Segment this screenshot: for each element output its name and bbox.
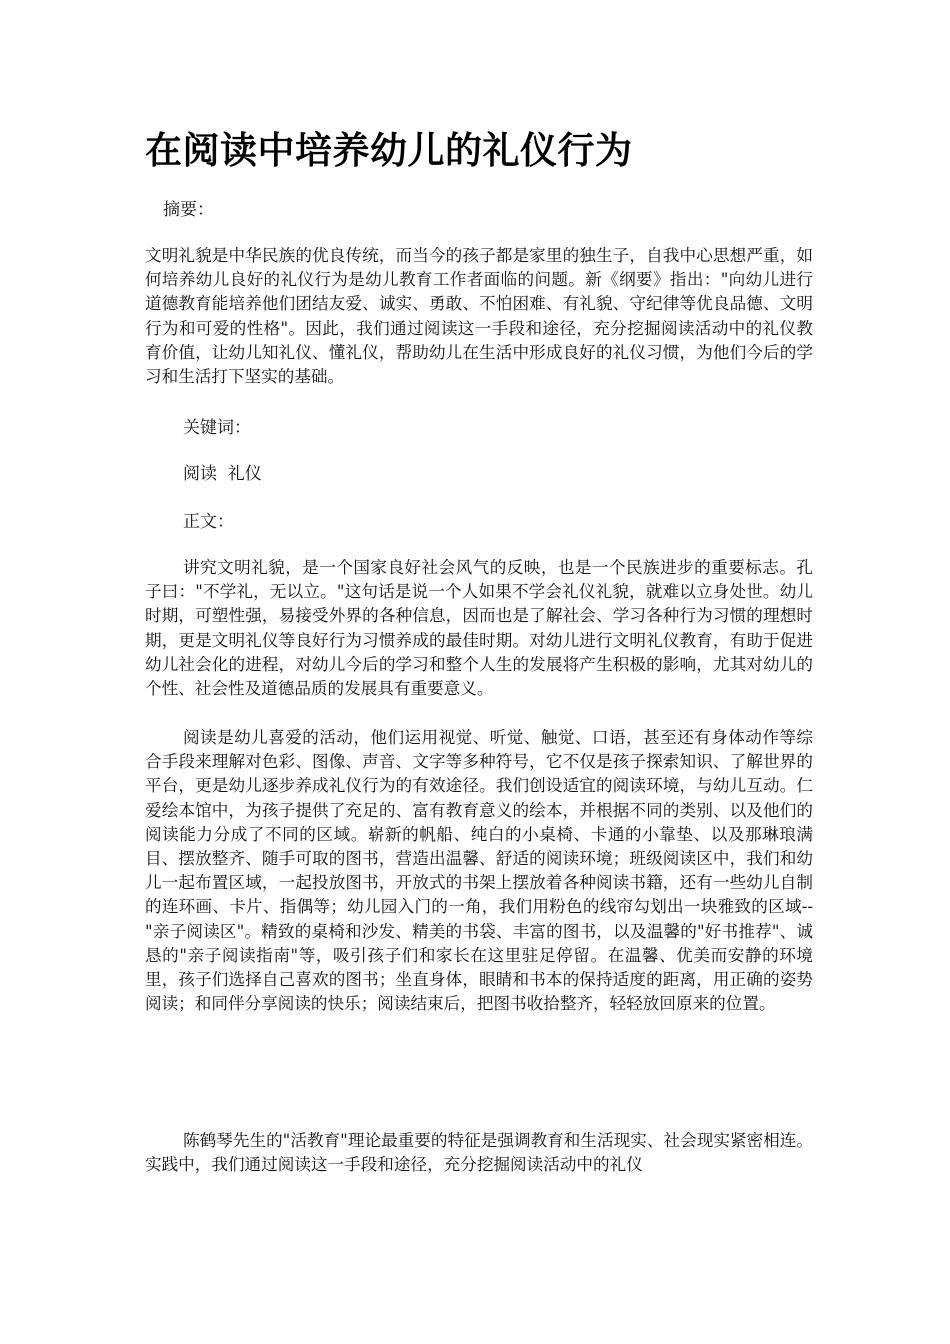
body-paragraph-1: 讲究文明礼貌，是一个国家良好社会风气的反映，也是一个民族进步的重要标志。孔子曰："不学礼，无以立。"这句话是说一个人如果不学会礼仪礼貌，就难以立身处世。幼儿时期，可塑性强，易接受外界的各种信息，因而也是了解社会、学习各种行为习惯的理想时期，更是文明礼仪等良好行为习惯养成的最佳时期。对幼儿进行文明礼仪教育，有助于促进幼儿社会化的进程，对幼儿今后的学习和整个人生的发展将产生积极的影响，尤其对幼儿的个性、社会性及道德品质的发展具有重要意义。: [145, 558, 813, 699]
document-title: 在阅读中培养幼儿的礼仪行为: [145, 129, 633, 172]
abstract-label: 摘要：: [163, 200, 214, 220]
keywords-label: 关键词：: [183, 418, 251, 438]
body-paragraph-3: 陈鹤琴先生的"活教育"理论最重要的特征是强调教育和生活现实、社会现实紧密相连。实践中，我们通过阅读这一手段和途径，充分挖掘阅读活动中的礼仪: [145, 1131, 813, 1175]
body-label: 正文：: [183, 512, 234, 532]
body-paragraph-2: 阅读是幼儿喜爱的活动，他们运用视觉、听觉、触觉、口语，甚至还有身体动作等综合手段来理解对色彩、图像、声音、文字等多种符号，它不仅是孩子探索知识、了解世界的平台，更是幼儿逐步养成礼仪行为的有效途径。我们创设适宜的阅读环境，与幼儿互动。仁爱绘本馆中，为孩子提供了充足的、富有教育意义的绘本，并根据不同的类别、以及他们的阅读能力分成了不同的区域。崭新的帆船、纯白的小桌椅、卡通的小靠垫、以及那琳琅满目、摆放整齐、随手可取的图书，营造出温馨、舒适的阅读环境；班级阅读区中，我们和幼儿一起布置区域，一起投放图书，开放式的书架上摆放着各种阅读书籍，还有一些幼儿自制的连环画、卡片、指偶等；幼儿园入门的一角，我们用粉色的线帘勾划出一块雅致的区域--"亲子阅读区"。精致的桌椅和沙发、精美的书袋、丰富的图书，以及温馨的"好书推荐"、诚恳的"亲子阅读指南"等，吸引孩子们和家长在这里驻足停留。在温馨、优美而安静的环境里，孩子们选择自己喜欢的图书；坐直身体，眼睛和书本的保持适度的距离，用正确的姿势阅读；和同伴分享阅读的快乐；阅读结束后，把图书收拾整齐，轻轻放回原来的位置。: [145, 728, 813, 1014]
abstract-text: 文明礼貌是中华民族的优良传统，而当今的孩子都是家里的独生子，自我中心思想严重，如何培养幼儿良好的礼仪行为是幼儿教育工作者面临的问题。新《纲要》指出："向幼儿进行道德教育能培养他们团结友爱、诚实、勇敢、不怕困难、有礼貌、守纪律等优良品德、文明行为和可爱的性格"。因此，我们通过阅读这一手段和途径，充分挖掘阅读活动中的礼仪教育价值，让幼儿知礼仪、懂礼仪，帮助幼儿在生活中形成良好的礼仪习惯，为他们今后的学习和生活打下坚实的基础。: [145, 246, 813, 387]
keywords-value: 阅读 礼仪: [183, 464, 262, 484]
